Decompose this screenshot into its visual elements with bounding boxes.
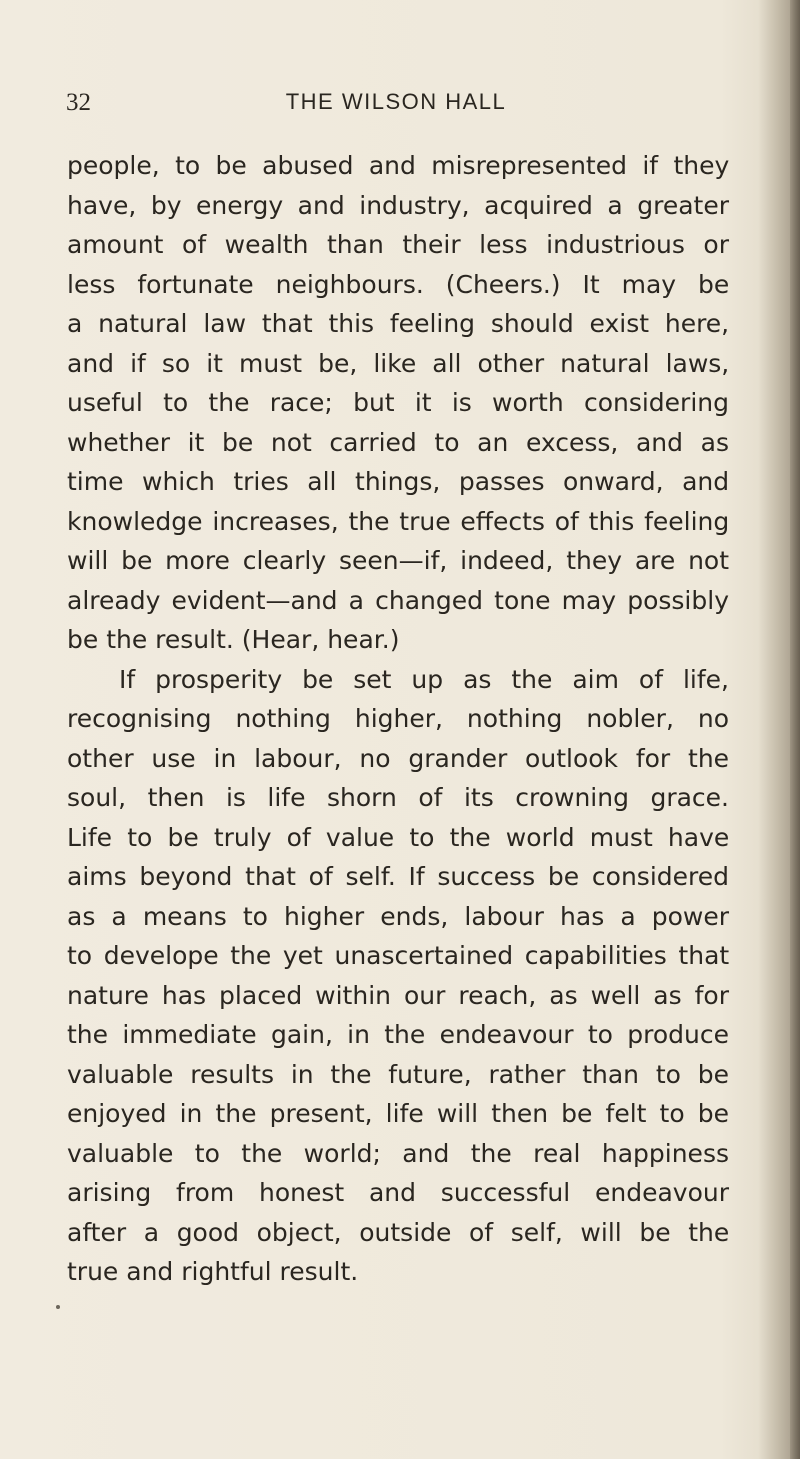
paragraph-1 (67, 146, 729, 660)
running-head (66, 89, 726, 121)
text-line: recognising nothing higher, nothing nobler, no (67, 704, 729, 733)
body-text (67, 146, 729, 1292)
paragraph-2 (67, 660, 729, 1292)
text-line: less fortunate neighbours. (Cheers.) It may be (67, 269, 730, 299)
text-line: valuable to the world; and the real happiness (67, 1138, 729, 1168)
text-line: people, to be abused and misrepresented if they (67, 151, 730, 180)
text-line: time which tries all things, passes onward, and (67, 467, 730, 496)
text-line: already evident—and a changed tone may possibly (67, 585, 729, 615)
text-line: valuable results in the future, rather than to be (67, 1059, 729, 1089)
text-line: a natural law that this feeling should exist here, (67, 309, 730, 338)
text-line: knowledge increases, the true effects of this feeling (67, 506, 730, 536)
text-line: useful to the race; but it is worth considering (67, 388, 729, 417)
running-title: THE WILSON HALL (285, 89, 507, 114)
text-line: true and rightful result. (67, 1257, 359, 1286)
text-line: enjoyed in the present, life will then be felt to be (67, 1099, 729, 1128)
text-line: and if so it must be, like all other natural laws, (67, 348, 730, 378)
text-line: nature has placed within our reach, as well as for (67, 980, 729, 1010)
page-number: 32 (66, 89, 91, 116)
text-line: amount of wealth than their less industrious or (67, 230, 729, 259)
text-line: be the result. (Hear, hear.) (67, 625, 400, 654)
text-line: If prosperity be set up as the aim of life, (119, 664, 729, 694)
text-line: aims beyond that of self. If success be considered (67, 862, 729, 891)
text-line: whether it be not carried to an excess, and as (67, 427, 729, 457)
text-line: have, by energy and industry, acquired a greater (67, 190, 729, 220)
page-edge-dark (790, 0, 800, 1459)
text-line: other use in labour, no grander outlook for the (67, 743, 730, 773)
text-line: will be more clearly seen—if, indeed, they are not (67, 546, 730, 575)
margin-speck (56, 1305, 60, 1309)
text-line: to develope the yet unascertained capabilities that (67, 941, 730, 970)
text-line: arising from honest and successful endeavour (67, 1178, 729, 1207)
text-line: as a means to higher ends, labour has a power (67, 901, 729, 931)
text-line: Life to be truly of value to the world must have (67, 822, 730, 852)
text-line: the immediate gain, in the endeavour to produce (67, 1020, 729, 1049)
text-line: after a good object, outside of self, will be the (67, 1217, 730, 1247)
text-line: soul, then is life shorn of its crowning grace. (67, 783, 729, 812)
